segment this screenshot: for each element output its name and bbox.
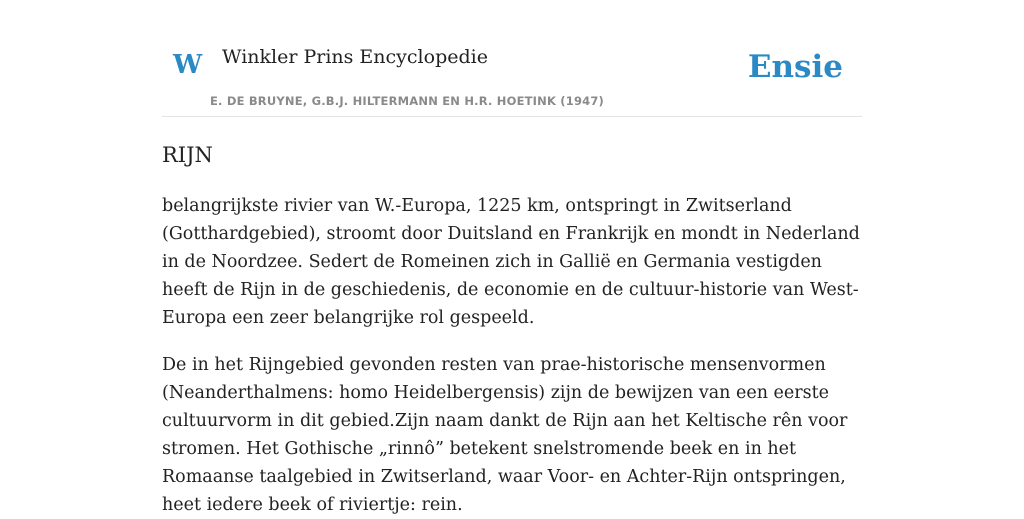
article-paragraph-2: De in het Rijngebied gevonden resten van prae-historische mensenvormen (Neanderthalmens: homo Heidelbergensis) zijn de bewijzen van een eerste cultuurvorm in dit gebied.Zijn naam dankt de Rijn aan het Keltische rên voor stromen. Het Gothische „rinnô” betekent snelstromende beek en in het Romaanse taalgebied in Zwitserland, waar Voor- en Achter-Rijn ontspringen, heet iedere beek of riviertje: rein.	[162, 355, 848, 516]
article-paragraph-1: belangrijkste rivier van W.-Europa, 1225 km, ontspringt in Zwitserland (Gotthardgebied), stroomt door Duitsland en Frankrijk en mondt in Nederland in de Noordzee. Sedert de Romeinen zich in Gallië en Germania vestigden heeft de Rijn in de geschiedenis, de economie en de cultuur-historie van West-Europa een zeer belangrijke rol gespeeld.	[162, 196, 860, 329]
site-header	[162, 0, 862, 117]
authors-byline: E. DE BRUYNE, G.B.J. HILTERMANN EN H.R. HOETINK (1947)	[210, 94, 605, 108]
site-title-link[interactable]: Winkler Prins Encyclopedie	[222, 46, 488, 68]
entry-title: RIJN	[162, 143, 213, 167]
ensie-logo-link[interactable]: Ensie	[747, 49, 843, 85]
winkler-prins-logo[interactable]: W	[173, 50, 203, 80]
page-container	[162, 0, 862, 519]
article	[162, 143, 862, 519]
